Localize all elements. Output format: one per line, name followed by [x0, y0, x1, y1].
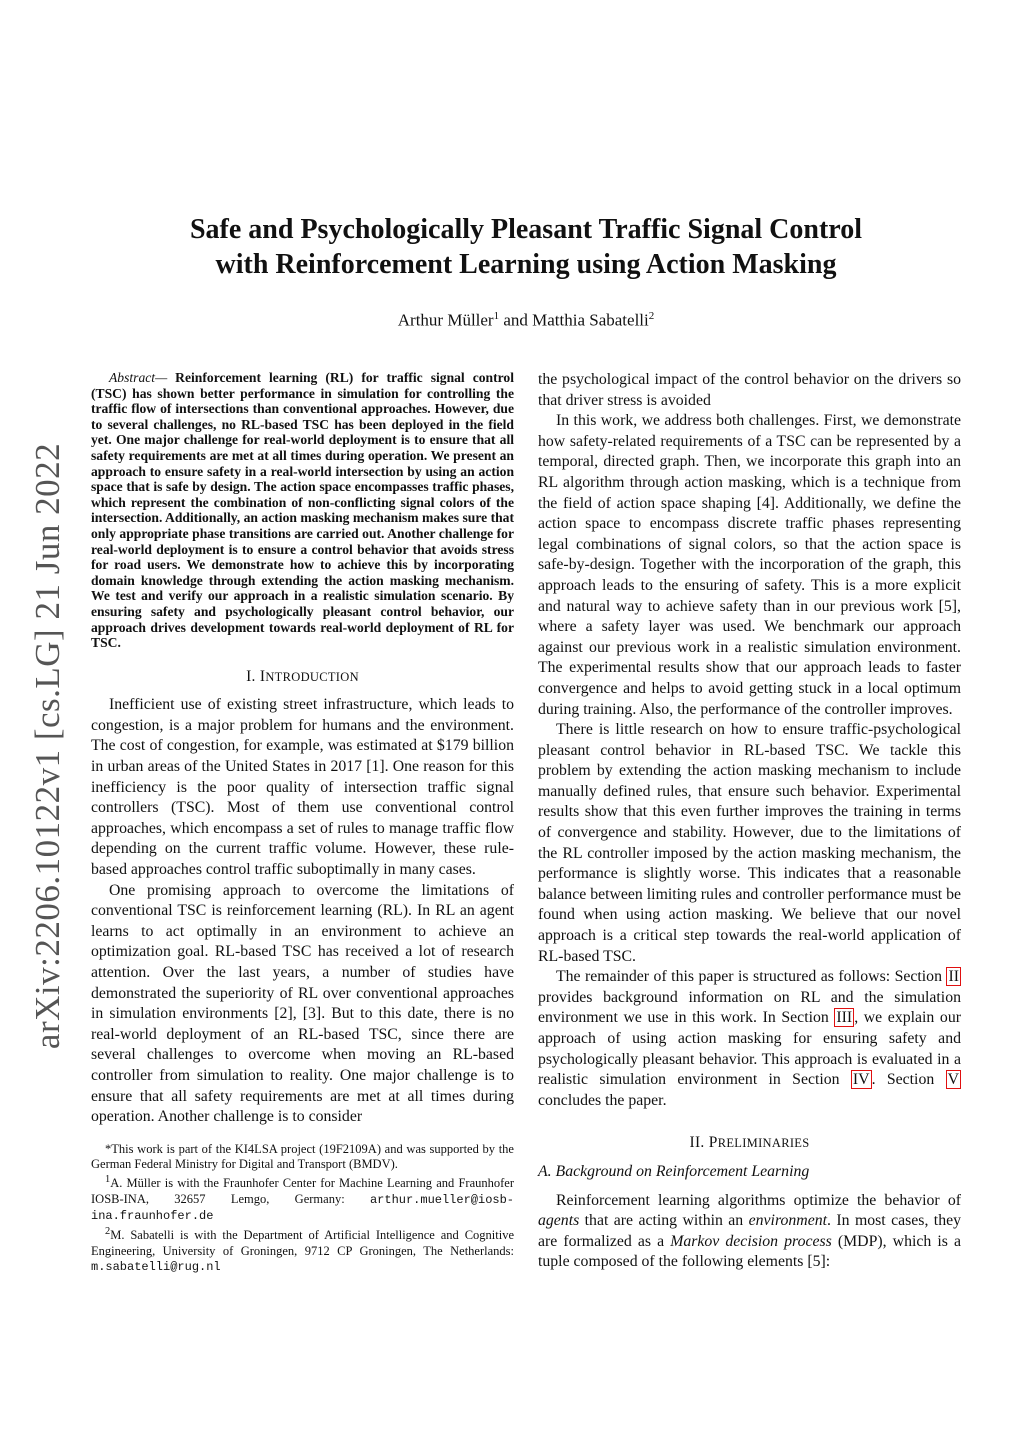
rl-background-paragraph: Reinforcement learning algorithms optimize the behavior of agents that are acting within an environment. In most cases, they are formalized as a Markov decision process (MDP), which is a tuple composed of the following elements [5]:	[538, 1191, 962, 1271]
left-column	[91, 370, 514, 1275]
section-link-ii[interactable]: II	[948, 968, 959, 986]
abstract-text: Reinforcement learning (RL) for traffic signal control (TSC) has shown better performance in simulation for controlling the traffic flow of intersections than conventional approaches. However, due to several challenges, no RL-based TSC has been deployed in the field yet. One major challenge for real-world deployment is to ensure that all safety requirements are met at all times during operation. We present an approach to ensure safety in a real-world intersection by using an action space that is safe by design. The action space encompasses traffic phases, which represent the combination of non-conflicting signal colors of the intersection. Additionally, an action masking mechanism makes sure that only appropriate phase transitions are carried out. Another challenge for real-world deployment is to ensure a control behavior that avoids stress for road users. We demonstrate how to achieve this by incorporating domain knowledge through extending the action masking mechanism. We test and verify our approach in a realistic simulation scenario. By ensuring safety and psychologically pleasant control behavior, our approach drives development towards real-world deployment of RL for TSC.	[91, 370, 514, 651]
intro-continuation: the psychological impact of the control behavior on the drivers so that driver stress is avoided	[538, 371, 961, 409]
abstract-lead: Abstract—	[109, 370, 168, 385]
author-list	[90, 310, 962, 331]
intro-paragraph-4: There is little research on how to ensure traffic-psychological pleasant control behavior in RL-based TSC. We tackle this problem by extending the action masking mechanism to include manually defined rules, that ensure such behavior. Experimental results show that this even further improves the training in terms of convergence and stability. However, due to the limitations of the RL controller imposed by the action masking mechanism, the performance is slightly worse. This indicates that a reasonable balance between limiting rules and controller performance must be found when using action masking. We believe that our novel approach is a critical step towards the real-world application of RL-based TSC.	[538, 721, 961, 965]
title-line-1: Safe and Psychologically Pleasant Traffic Signal Control	[189, 214, 862, 245]
author-2-affiliation-mark: 2	[648, 310, 655, 322]
section-link-iv[interactable]: IV	[852, 1071, 870, 1089]
footnote-funding: *This work is part of the KI4LSA project (19F2109A) and was supported by the German Federal Ministry for Digital and Transport (BMDV).	[91, 1141, 514, 1172]
right-column	[538, 370, 961, 1273]
intro-paragraph-structure: The remainder of this paper is structured as follows: Section II provides background information on RL and the simulation environment we use in this work. In Section III , we explain our approach of using action masking for ensuring safety and psychologically pleasant behavior. This approach is evaluated in a realistic simulation environment in Section IV . Section V concludes the paper.	[538, 968, 961, 1109]
email-author-1[interactable]: arthur.mueller@iosb-ina.fraunhofer.de	[91, 1192, 514, 1224]
author-1-affiliation-mark: 1	[493, 310, 500, 322]
section-heading-preliminaries: II. PRELIMINARIES	[689, 1134, 810, 1152]
author-conjunction: and	[499, 310, 533, 330]
email-author-2[interactable]: m.sabatelli@rug.nl	[91, 1260, 221, 1275]
footnote-author-1: $^1$A. Müller is with the Fraunhofer Center for Machine Learning and Fraunhofer IOSB-INA, 32657 Lemgo, Germany: arthur.mueller@iosb-ina.fraunhofer.de	[91, 1174, 514, 1224]
footnotes	[91, 1142, 514, 1276]
abstract	[91, 370, 514, 651]
intro-paragraph-2: One promising approach to overcome the limitations of conventional TSC is reinforcement learning (RL). In RL an agent learns to act optimally in an environment to achieve an optimization goal. RL-based TSC has received a lot of research attention. Over the last years, a number of studies have demonstrated the superiority of RL over conventional approaches in simulation environments [2], [3]. But to this date, there is no real-world deployment of an RL-based TSC, since there are several challenges to overcome when moving an RL-based controller from simulation to reality. One major challenge is to ensure that all safety requirements are met at all times during operation. Another challenge is to consider	[91, 881, 514, 1126]
section-link-v[interactable]: V	[947, 1071, 960, 1089]
section-heading-introduction: I. INTRODUCTION	[246, 667, 359, 685]
title-line-2: with Reinforcement Learning using Action Masking	[215, 249, 837, 280]
arxiv-identifier: arXiv:2206.10122v1 [cs.LG] 21 Jun 2022	[28, 442, 67, 1050]
paper-title	[90, 212, 962, 282]
section-link-iii[interactable]: III	[836, 1009, 853, 1027]
intro-paragraph-3: In this work, we address both challenges. First, we demonstrate how safety-related requirements of a TSC can be represented by a temporal, directed graph. Then, we incorporate this graph into an RL algorithm through action masking, which is a technique from the field of action space shaping [4]. Additionally, we define the action space to encompass discrete traffic phases representing legal combinations of signal colors, so that the action space is safe-by-design. Together with the incorporation of the graph, this approach leads to the ensuring of safety. This is a more explicit and natural way to achieve safety than in our previous work [5], where a safety layer was used. We benchmark our approach against our previous work in a realistic simulation environment. The experimental results show that our approach leads to faster convergence and helps to avoid getting stuck in a local optimum during training. Also, the performance of the controller improves.	[538, 412, 961, 718]
subsection-heading-rl-background: A. Background on Reinforcement Learning	[538, 1162, 810, 1180]
intro-paragraph-1: Inefficient use of existing street infrastructure, which leads to congestion, is a major problem for humans and the environment. The cost of congestion, for example, was estimated at $179 billion in urban areas of the United States in 2017 [1]. One reason for this inefficiency is the poor quality of intersection traffic signal controllers (TSC). Most of them use conventional control approaches, which encompass a set of rules to manage traffic flow depending on the current traffic volume. However, these rule-based approaches control traffic suboptimally in many cases.	[91, 696, 514, 879]
author-2: Matthia Sabatelli	[532, 310, 649, 330]
footnote-author-2: $^2$M. Sabatelli is with the Department of Artificial Intelligence and Cognitive Engineering, University of Groningen, 9712 CP Groningen, The Netherlands: m.sabatelli@rug.nl	[91, 1226, 514, 1275]
author-1: Arthur Müller	[397, 310, 494, 330]
